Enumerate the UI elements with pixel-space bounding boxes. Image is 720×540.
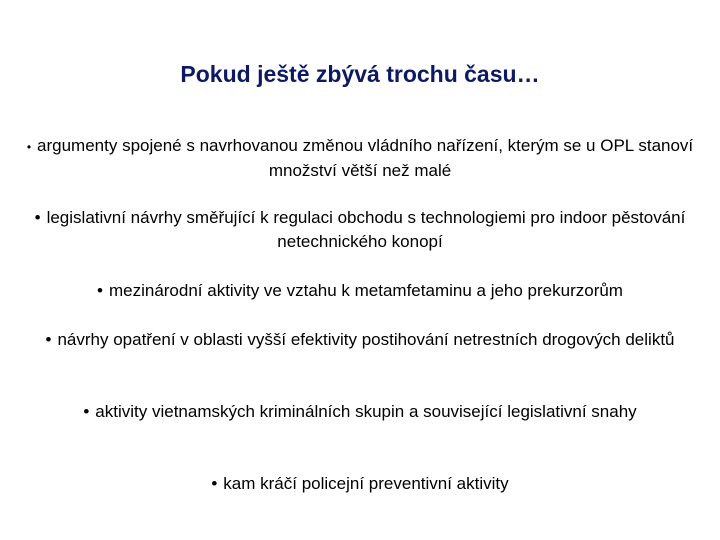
bullet-text: legislativní návrhy směřující k regulaci obchodu s technologiemi pro indoor pěstování netechnického konopí (46, 208, 686, 251)
bullet-text: argumenty spojené s navrhovanou změnou vládního nařízení, kterým se u OPL stanoví množství větší než malé (37, 136, 694, 180)
bullet-item (20, 134, 700, 183)
bullet-mark: • (97, 281, 103, 300)
bullet-mark: • (34, 208, 41, 227)
bullet-text: návrhy opatření v oblasti vyšší efektivity postihování netrestních drogových deliktů (57, 330, 675, 349)
bullet-mark: • (26, 140, 32, 154)
bullet-text: aktivity vietnamských kriminálních skupin a související legislativní snahy (95, 402, 637, 421)
bullet-item (20, 328, 700, 352)
bullet-mark: • (83, 402, 90, 421)
bullet-mark: • (211, 474, 218, 493)
bullet-text: kam kráčí policejní preventivní aktivity (223, 474, 509, 493)
bullet-item (20, 400, 700, 424)
bullet-item (20, 472, 700, 496)
bullet-item (20, 279, 700, 303)
bullet-mark: • (45, 330, 52, 349)
bullet-text: mezinárodní aktivity ve vztahu k metamfetaminu a jeho prekurzorům (108, 281, 623, 300)
bullet-item (20, 206, 700, 254)
slide-title: Pokud ještě zbývá trochu času… (180, 61, 540, 87)
